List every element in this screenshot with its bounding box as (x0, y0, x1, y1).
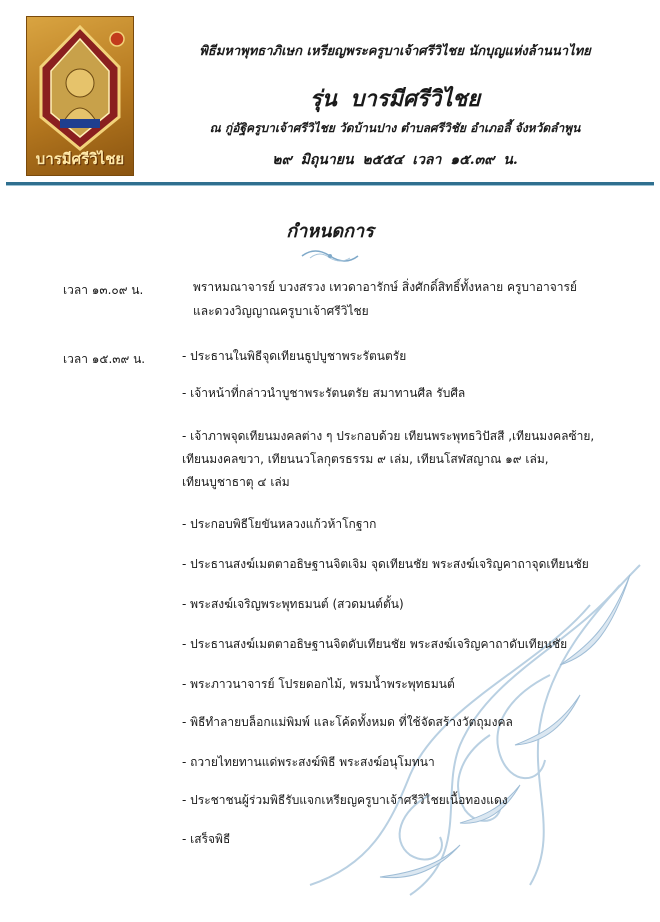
schedule-item: - เสร็จพิธี (182, 832, 231, 846)
logo-text: บารมีศรีวิไชย (35, 150, 125, 168)
schedule-item: - พระภาวนาจารย์ โปรยดอกไม้, พรมน้ำพระพุทธมนต์ (182, 677, 455, 691)
schedule-item: - พระสงฆ์เจริญพระพุทธมนต์ (สวดมนต์ตั้น) (182, 597, 404, 611)
title-flourish-icon (300, 246, 360, 266)
schedule-item: - เจ้าภาพจุดเทียนมงคลต่าง ๆ ประกอบด้วย เทียนพระพุทธวิปัสสี ,เทียนมงคลซ้าย, (182, 429, 595, 443)
schedule-item: - ประชาชนผู้ร่วมพิธีรับแจกเหรียญครูบาเจ้าศรีวิไชยเนื้อทองแดง (182, 793, 508, 807)
schedule-item: - ถวายไทยทานแด่พระสงฆ์พิธี พระสงฆ์อนุโมทนา (182, 755, 435, 769)
venue-line: ณ กู่อัฐิครูบาเจ้าศรีวิไชย วัดบ้านปาง ตำบลศรีวิชัย อำเภอลี้ จังหวัดลำพูน (209, 121, 581, 135)
schedule-item-line: และดวงวิญญาณครูบาเจ้าศรีวิไชย (193, 304, 369, 318)
schedule-item: - พิธีทำลายบล็อกแม่พิมพ์ และโค้ดทั้งหมด ที่ใช้จัดสร้างวัตถุมงคล (182, 715, 513, 729)
schedule-time: เวลา ๑๓.๐๙ น. (63, 283, 144, 297)
schedule-item: - ประธานในพิธีจุดเทียนธูปบูชาพระรัตนตรัย (182, 349, 407, 363)
schedule-item: - เจ้าหน้าที่กล่าวนำบูชาพระรัตนตรัย สมาทานศีล รับศีล (182, 386, 466, 400)
medal-logo (26, 16, 134, 176)
ceremony-title: พิธีมหาพุทธาภิเษก เหรียญพระครูบาเจ้าศรีวิไชย นักบุญแห่งล้านนาไทย (199, 44, 591, 59)
header-divider (6, 182, 654, 186)
schedule-item: - ประธานสงฆ์เมตตาอธิษฐานจิตดับเทียนชัย พระสงฆ์เจริญคาถาดับเทียนชัย (182, 637, 568, 651)
schedule-item-continued: เทียนมงคลขวา, เทียนนวโลกุตรธรรม ๙ เล่ม, เทียนโสฬสญาณ ๑๙ เล่ม, (182, 452, 549, 466)
date-time-line: ๒๙ มิถุนายน ๒๕๕๔ เวลา ๑๕.๓๙ น. (272, 152, 518, 168)
edition-name: รุ่น บารมีศรีวิไชย (309, 86, 481, 112)
schedule-item-continued: เทียนบูชาธาตุ ๔ เล่ม (182, 475, 290, 489)
schedule-title: กำหนดการ (286, 221, 374, 242)
schedule-item-line: พราหมณาจารย์ บวงสรวง เทวดาอารักษ์ สิ่งศักดิ์สิทธิ์ทั้งหลาย ครูบาอาจารย์ (193, 280, 577, 294)
schedule-item: - ประธานสงฆ์เมตตาอธิษฐานจิตเจิม จุดเทียนชัย พระสงฆ์เจริญคาถาจุดเทียนชัย (182, 557, 589, 571)
schedule-item: - ประกอบพิธีโยขันหลวงแก้วห้าโกฐาก (182, 517, 377, 531)
schedule-time: เวลา ๑๕.๓๙ น. (63, 352, 146, 366)
